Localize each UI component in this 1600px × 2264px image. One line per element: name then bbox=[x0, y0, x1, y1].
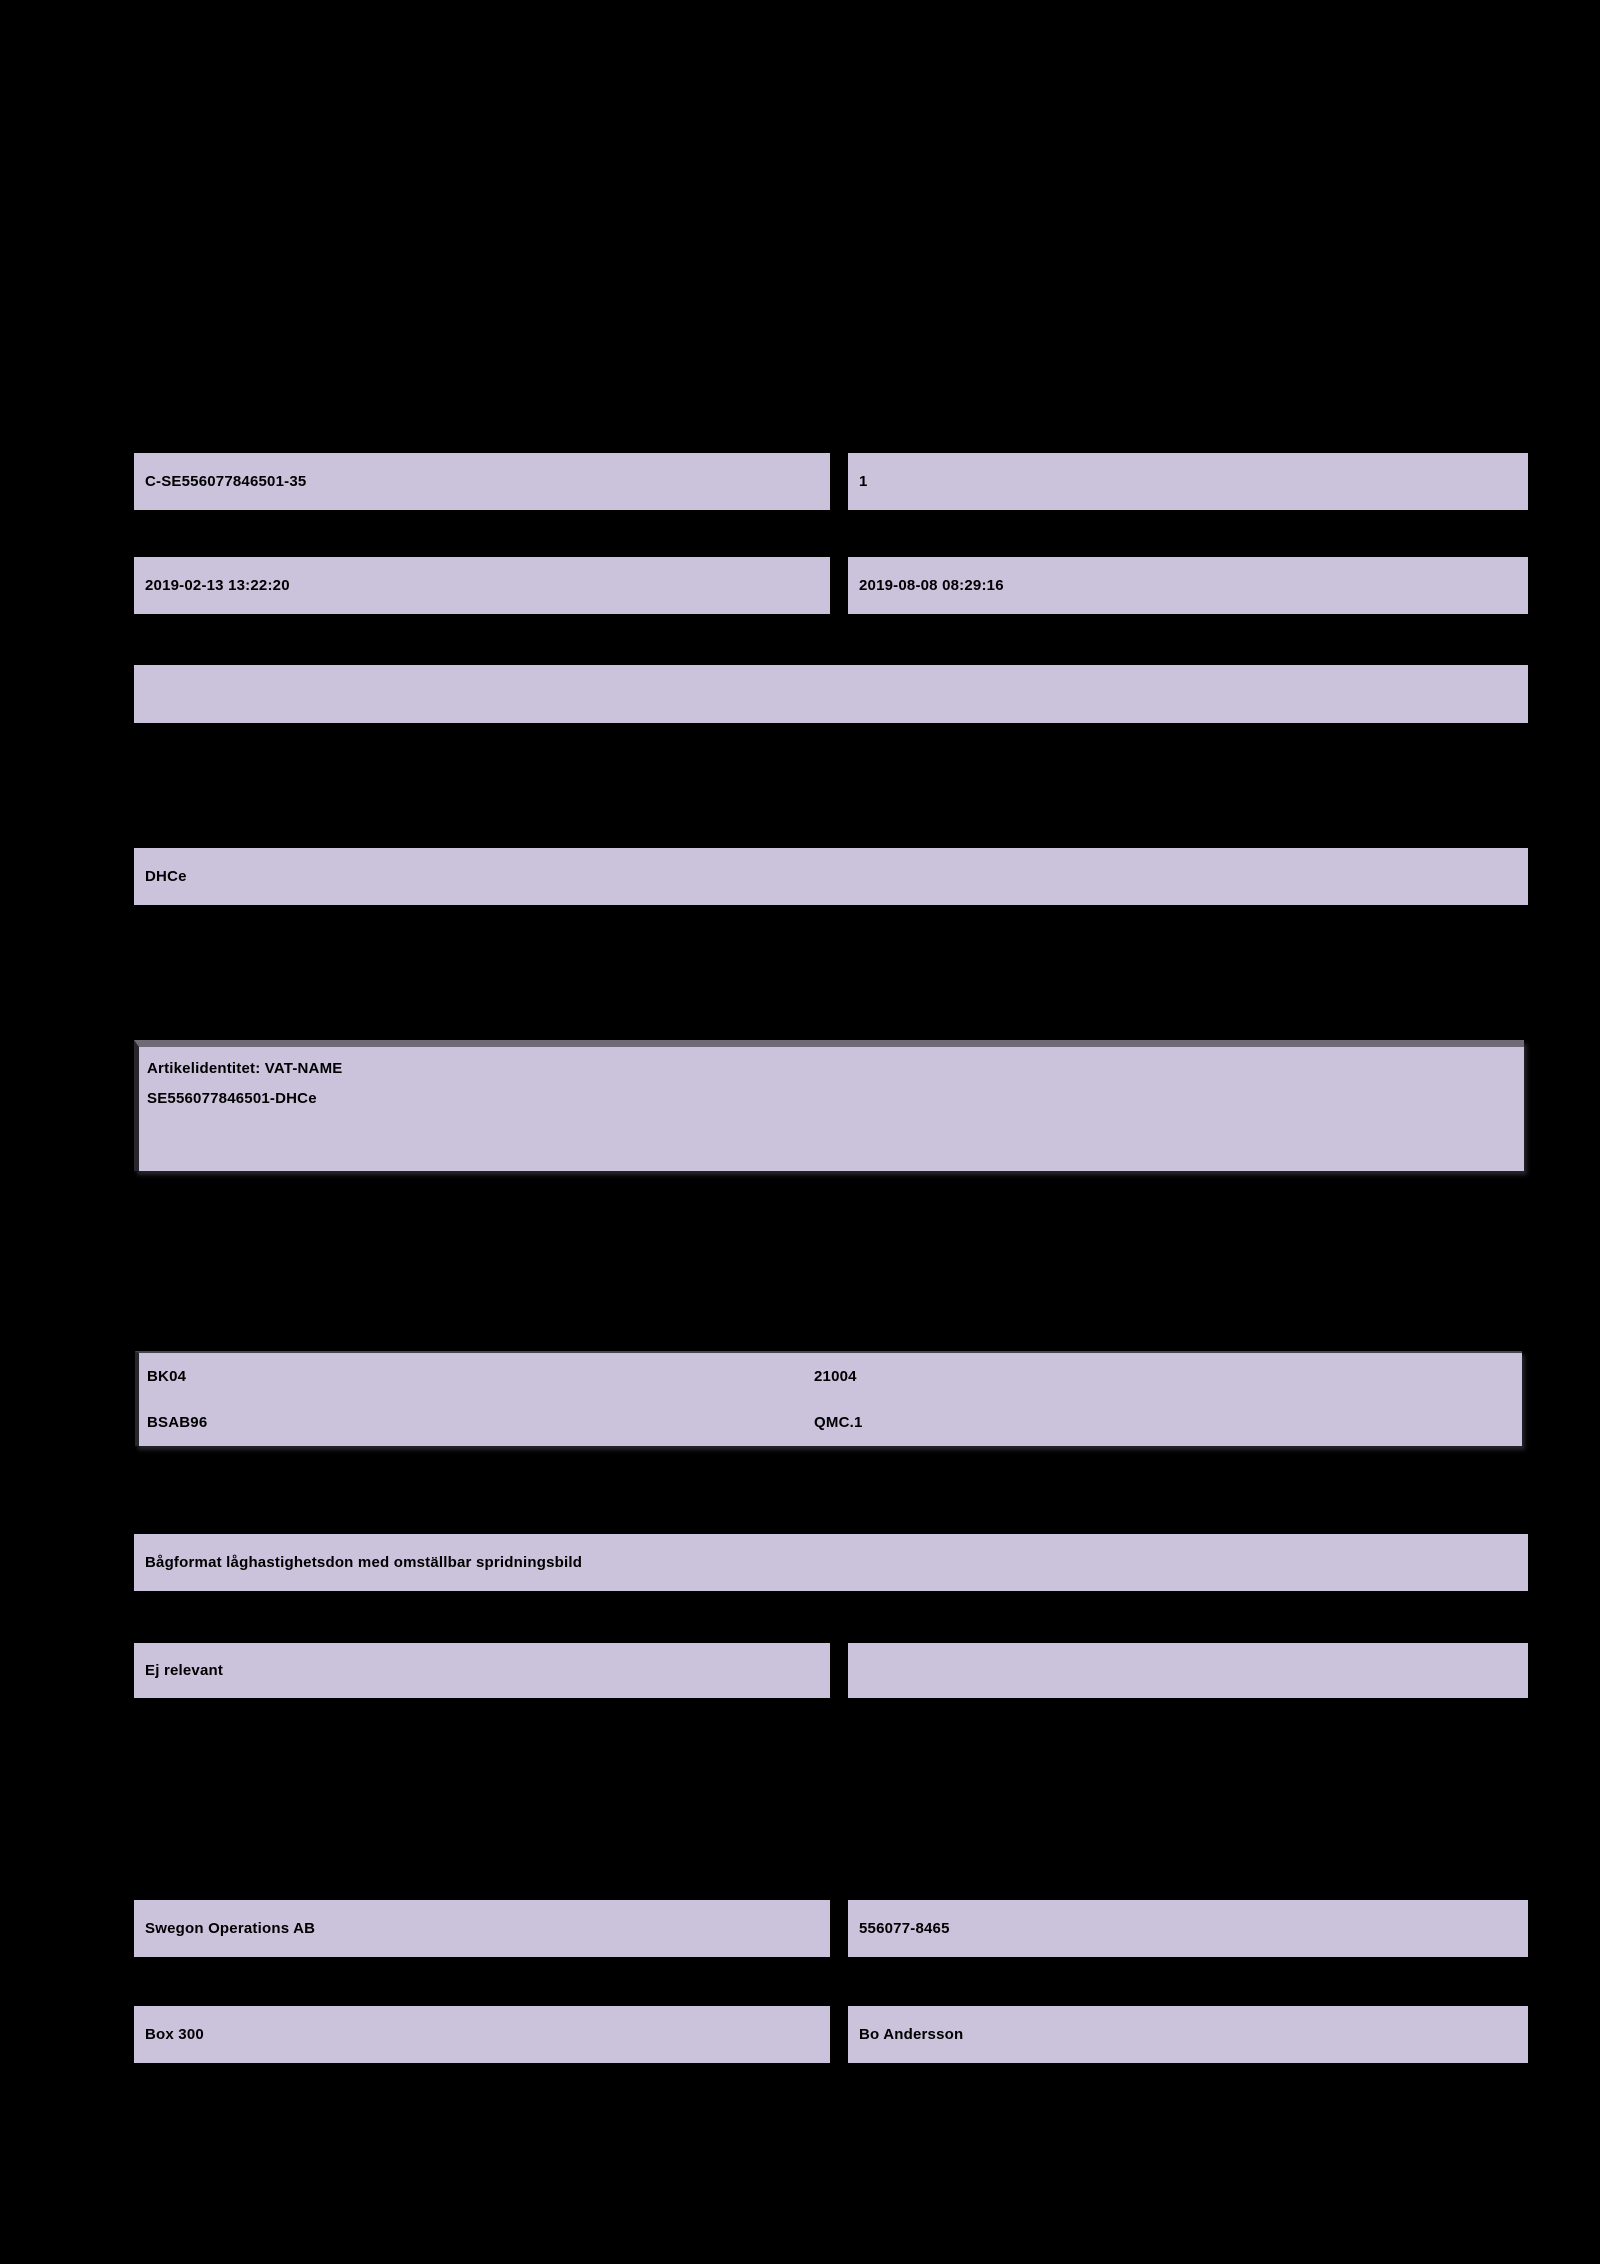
classification-row bbox=[147, 1400, 1512, 1446]
created-datetime-field[interactable]: 2019-02-13 13:22:20 bbox=[134, 557, 830, 614]
article-identity-textarea[interactable] bbox=[134, 1040, 1524, 1171]
modified-datetime-field[interactable]: 2019-08-08 08:29:16 bbox=[848, 557, 1528, 614]
classification-textarea[interactable] bbox=[135, 1351, 1522, 1446]
product-name-field[interactable]: DHCe bbox=[134, 848, 1528, 905]
classification-system: BK04 bbox=[147, 1367, 187, 1385]
assortment-extra-field[interactable] bbox=[848, 1643, 1528, 1698]
empty-wide-field[interactable] bbox=[134, 665, 1528, 723]
contact-person-field[interactable]: Bo Andersson bbox=[848, 2006, 1528, 2063]
product-description-field[interactable]: Bågformat låghastighetsdon med omställbar spridningsbild bbox=[134, 1534, 1528, 1591]
assortment-field[interactable]: Ej relevant bbox=[134, 1643, 830, 1698]
classification-row bbox=[147, 1353, 1512, 1399]
address-field[interactable]: Box 300 bbox=[134, 2006, 830, 2063]
company-name-field[interactable]: Swegon Operations AB bbox=[134, 1900, 830, 1957]
article-identity-value-line: SE556077846501-DHCe bbox=[147, 1090, 317, 1107]
classification-system: BSAB96 bbox=[147, 1414, 208, 1432]
org-number-field[interactable]: 556077-8465 bbox=[848, 1900, 1528, 1957]
version-field[interactable]: 1 bbox=[848, 453, 1528, 510]
classification-code: 21004 bbox=[814, 1367, 857, 1385]
classification-code: QMC.1 bbox=[814, 1414, 863, 1432]
document-number-field[interactable]: C-SE556077846501-35 bbox=[134, 453, 830, 510]
article-identity-label-line: Artikelidentitet: VAT-NAME bbox=[147, 1060, 343, 1077]
